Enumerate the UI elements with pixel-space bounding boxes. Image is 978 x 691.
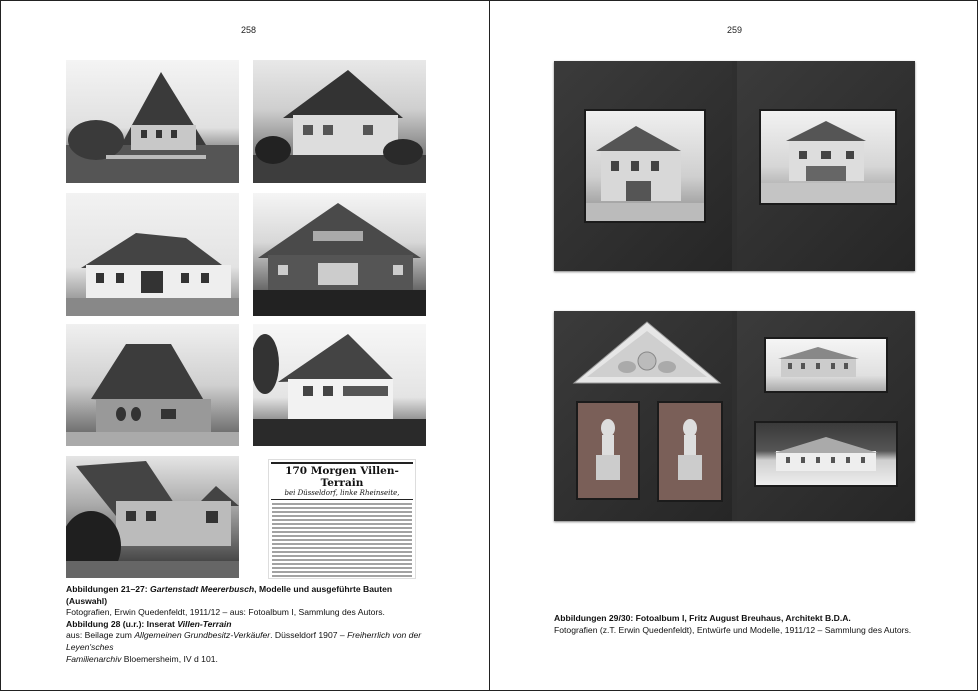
advertisement-body-text [269, 503, 415, 579]
book-gutter [489, 1, 490, 690]
photo-house-3 [66, 193, 239, 316]
photo-house-4 [253, 193, 426, 316]
photo-house-6 [253, 324, 426, 446]
left-page-caption [66, 584, 426, 665]
photo-album-spread-1 [554, 61, 915, 271]
album-photo-sculpture-2 [657, 401, 723, 502]
photo-house-5 [66, 324, 239, 446]
photo-house-model-1 [66, 60, 239, 183]
caption-line-4: aus: Beilage zum Allgemeinen Grundbesitz-Verkäufer. Düsseldorf 1907 – Freiherrlich von der Leyen'sches [66, 630, 422, 652]
left-page-number: 258 [241, 25, 257, 35]
newspaper-advertisement [268, 459, 416, 579]
album-photo-sculpture-1 [576, 401, 640, 500]
caption-line-1: Abbildungen 21–27: Gartenstadt Meererbusch, Modelle und ausgeführte Bauten (Auswahl) [66, 584, 393, 606]
caption-line-3: Abbildung 28 (u.r.): Inserat Villen-Terrain [66, 618, 232, 629]
caption-line-2: Fotografien, Erwin Quedenfeldt, 1911/12 – aus: Fotoalbum I, Sammlung des Autors. [66, 607, 385, 618]
right-page-caption [554, 613, 954, 636]
album-photo-villa-1 [584, 109, 706, 223]
caption-line-1: Abbildungen 29/30: Fotoalbum I, Fritz August Breuhaus, Architekt B.D.A. [554, 613, 851, 623]
album-photo-villa-2 [759, 109, 897, 205]
caption-line-2: Fotografien (z.T. Erwin Quedenfeldt), Entwürfe und Modelle, 1911/12 – Sammlung des Autors. [554, 624, 912, 635]
photo-house-7 [66, 456, 239, 578]
album-photo-model-2 [754, 421, 898, 487]
advertisement-subtitle: bei Düsseldorf, linke Rheinseite, [284, 489, 400, 497]
photo-house-model-2 [253, 60, 426, 183]
caption-line-5: Familienarchiv Bloemersheim, IV d 101. [66, 653, 218, 664]
advertisement-title: 170 Morgen Villen-Terrain [285, 465, 399, 489]
photo-album-spread-2 [554, 311, 915, 521]
right-page-number: 259 [727, 25, 743, 35]
album-pediment-relief [572, 319, 722, 390]
album-photo-model-1 [764, 337, 888, 393]
